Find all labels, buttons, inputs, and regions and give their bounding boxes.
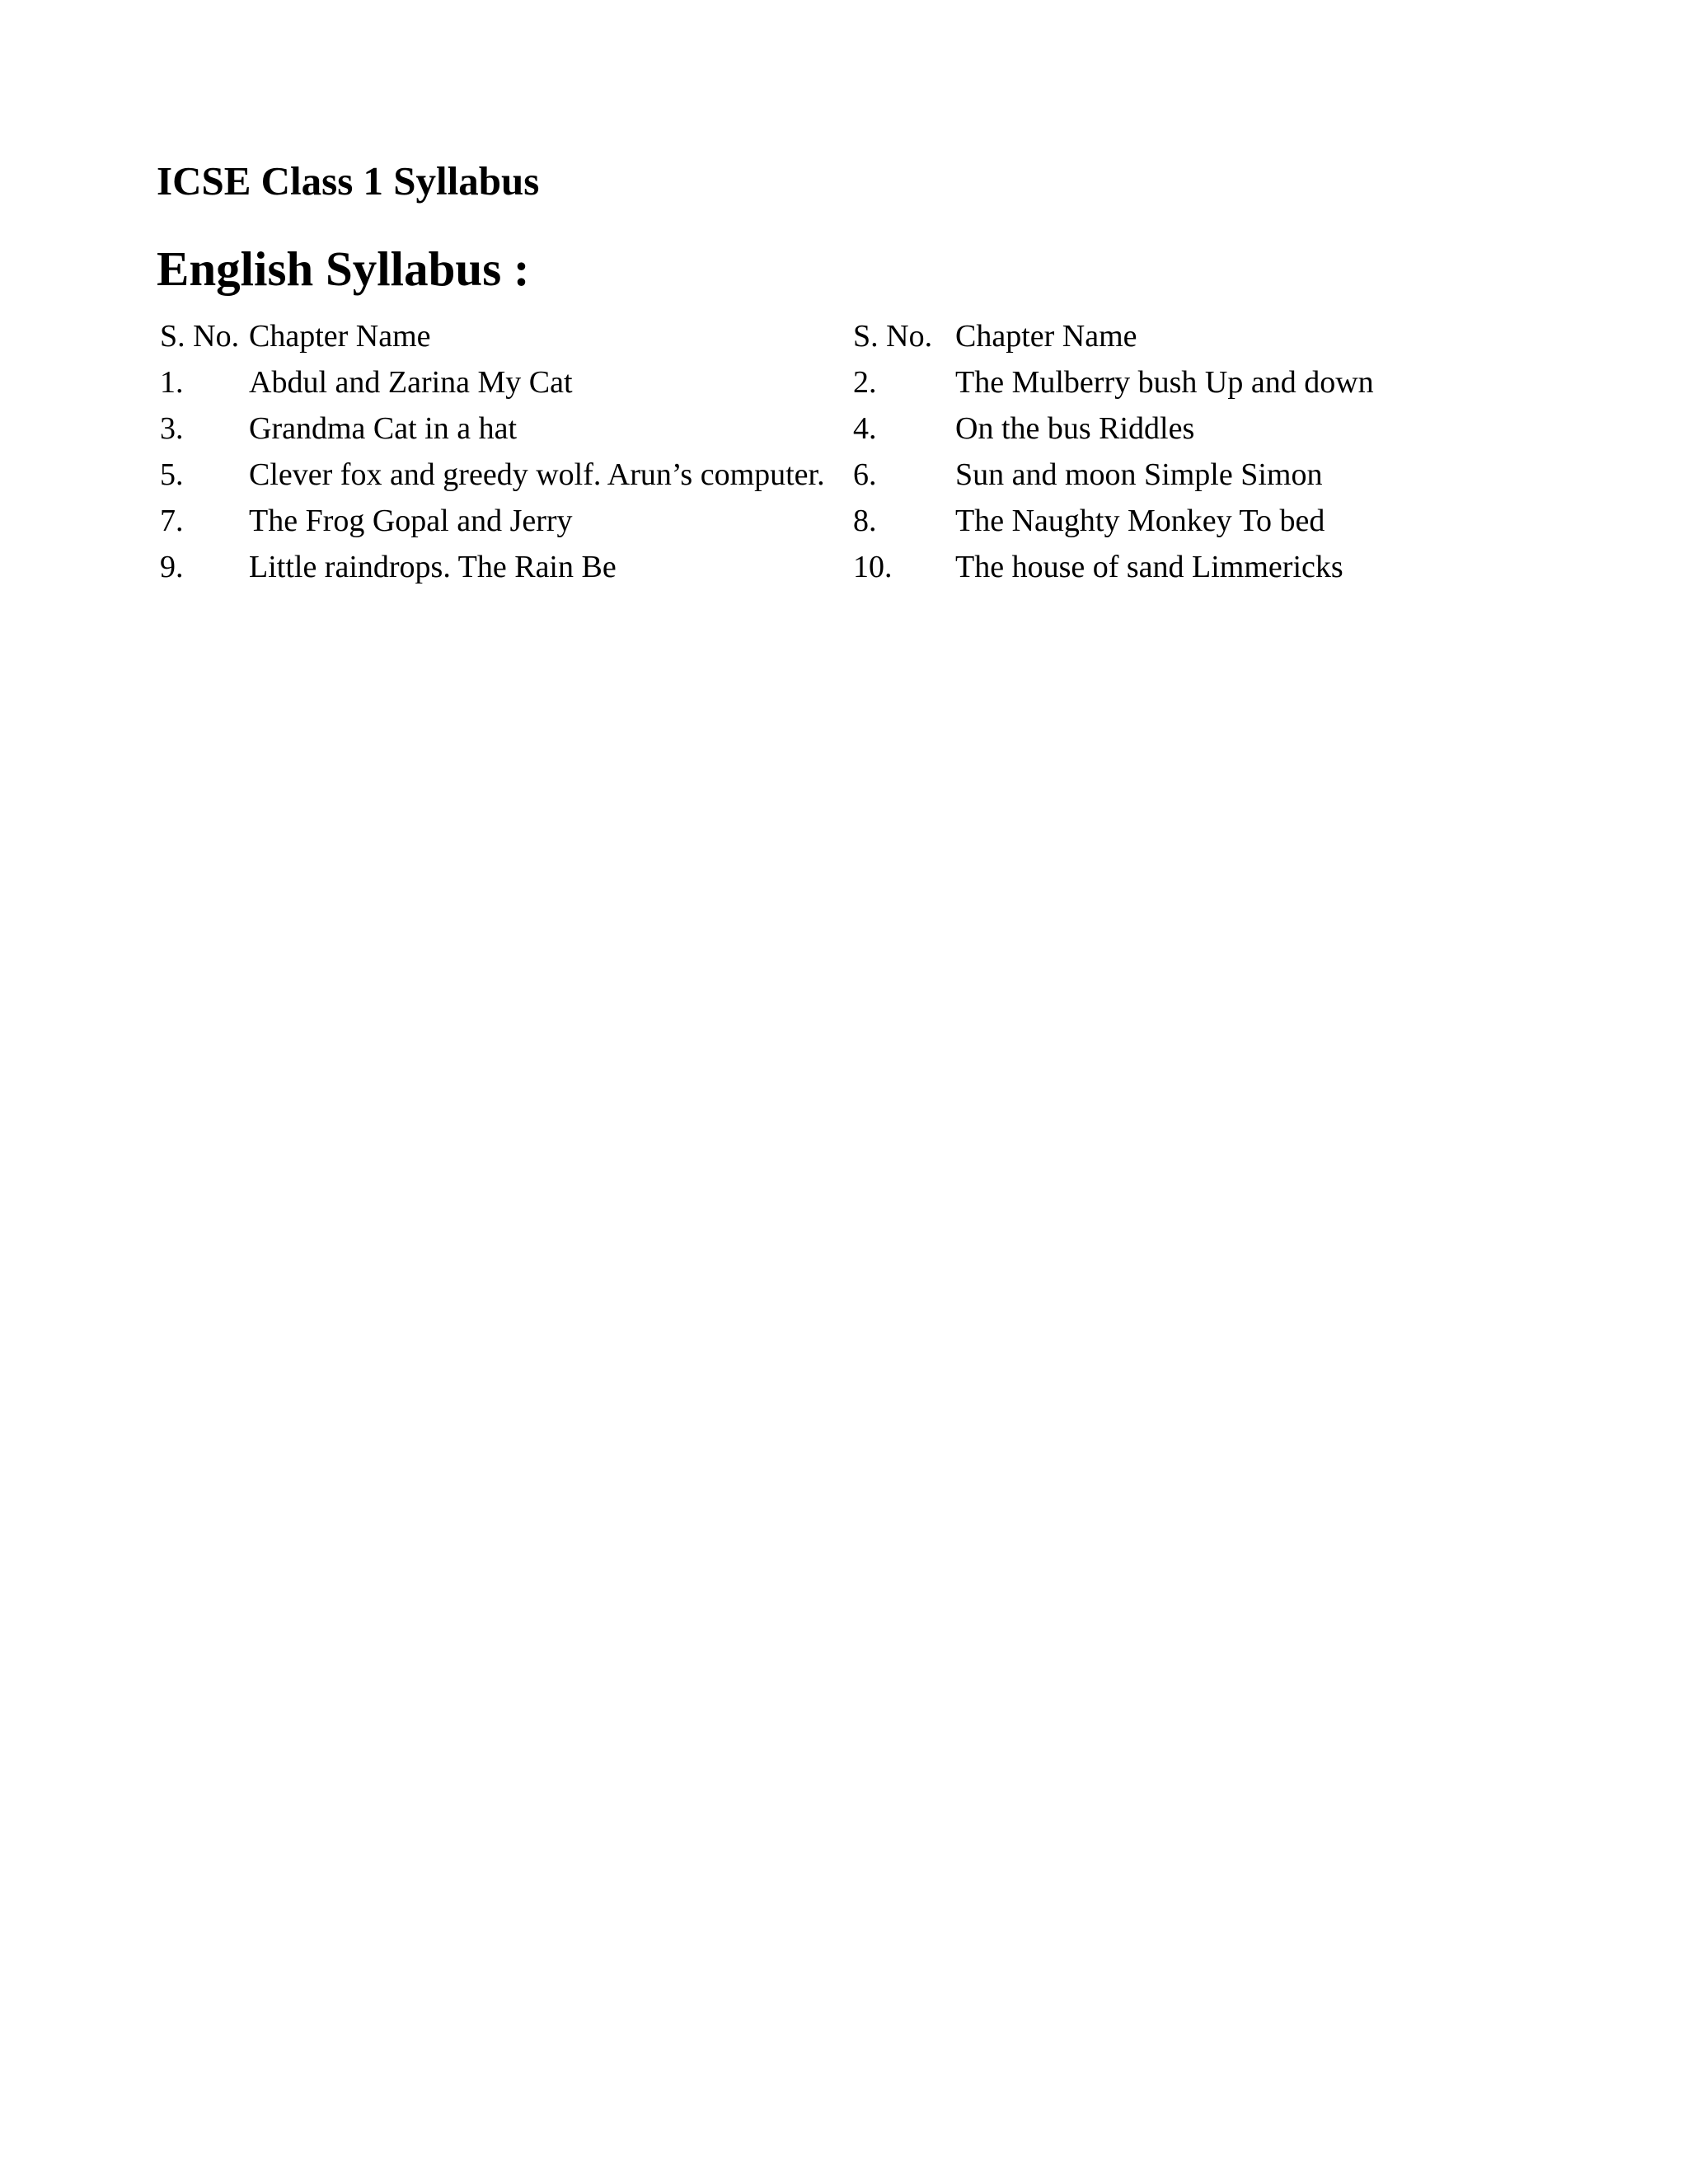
table-row — [157, 405, 1475, 452]
row-chapter-name-right: Sun and moon Simple Simon — [955, 457, 1323, 492]
row-sno-left: 1. — [160, 365, 184, 400]
row-sno-left: 7. — [160, 504, 184, 538]
row-chapter-name-left: Clever fox and greedy wolf. Arun’s computer. — [249, 457, 825, 492]
row-chapter-name-right: The Naughty Monkey To bed — [955, 504, 1325, 538]
row-chapter-name-right: The Mulberry bush Up and down — [955, 365, 1374, 400]
document-title: ICSE Class 1 Syllabus — [157, 158, 540, 204]
table-row — [157, 452, 1475, 498]
syllabus-table — [157, 313, 1475, 590]
row-chapter-name-left: Abdul and Zarina My Cat — [249, 365, 573, 400]
row-sno-left: 9. — [160, 550, 184, 584]
row-chapter-name-left: Grandma Cat in a hat — [249, 411, 518, 446]
row-chapter-name-right: The house of sand Limmericks — [955, 550, 1343, 584]
header-sno-left: S. No. — [160, 319, 240, 354]
row-sno-right: 4. — [853, 411, 877, 446]
row-sno-left: 3. — [160, 411, 184, 446]
row-sno-right: 8. — [853, 504, 877, 538]
section-title-english: English Syllabus : — [157, 241, 530, 296]
row-sno-right: 10. — [853, 550, 893, 584]
header-sno-right: S. No. — [853, 319, 933, 354]
table-row — [157, 498, 1475, 544]
header-chapter-name-left: Chapter Name — [249, 319, 431, 354]
row-chapter-name-left: The Frog Gopal and Jerry — [249, 504, 573, 538]
row-chapter-name-left: Little raindrops. The Rain Be — [249, 550, 617, 584]
row-sno-right: 6. — [853, 457, 877, 492]
row-sno-left: 5. — [160, 457, 184, 492]
table-header-row — [157, 313, 1475, 359]
table-row — [157, 544, 1475, 590]
table-row — [157, 359, 1475, 405]
header-chapter-name-right: Chapter Name — [955, 319, 1137, 354]
row-sno-right: 2. — [853, 365, 877, 400]
row-chapter-name-right: On the bus Riddles — [955, 411, 1195, 446]
